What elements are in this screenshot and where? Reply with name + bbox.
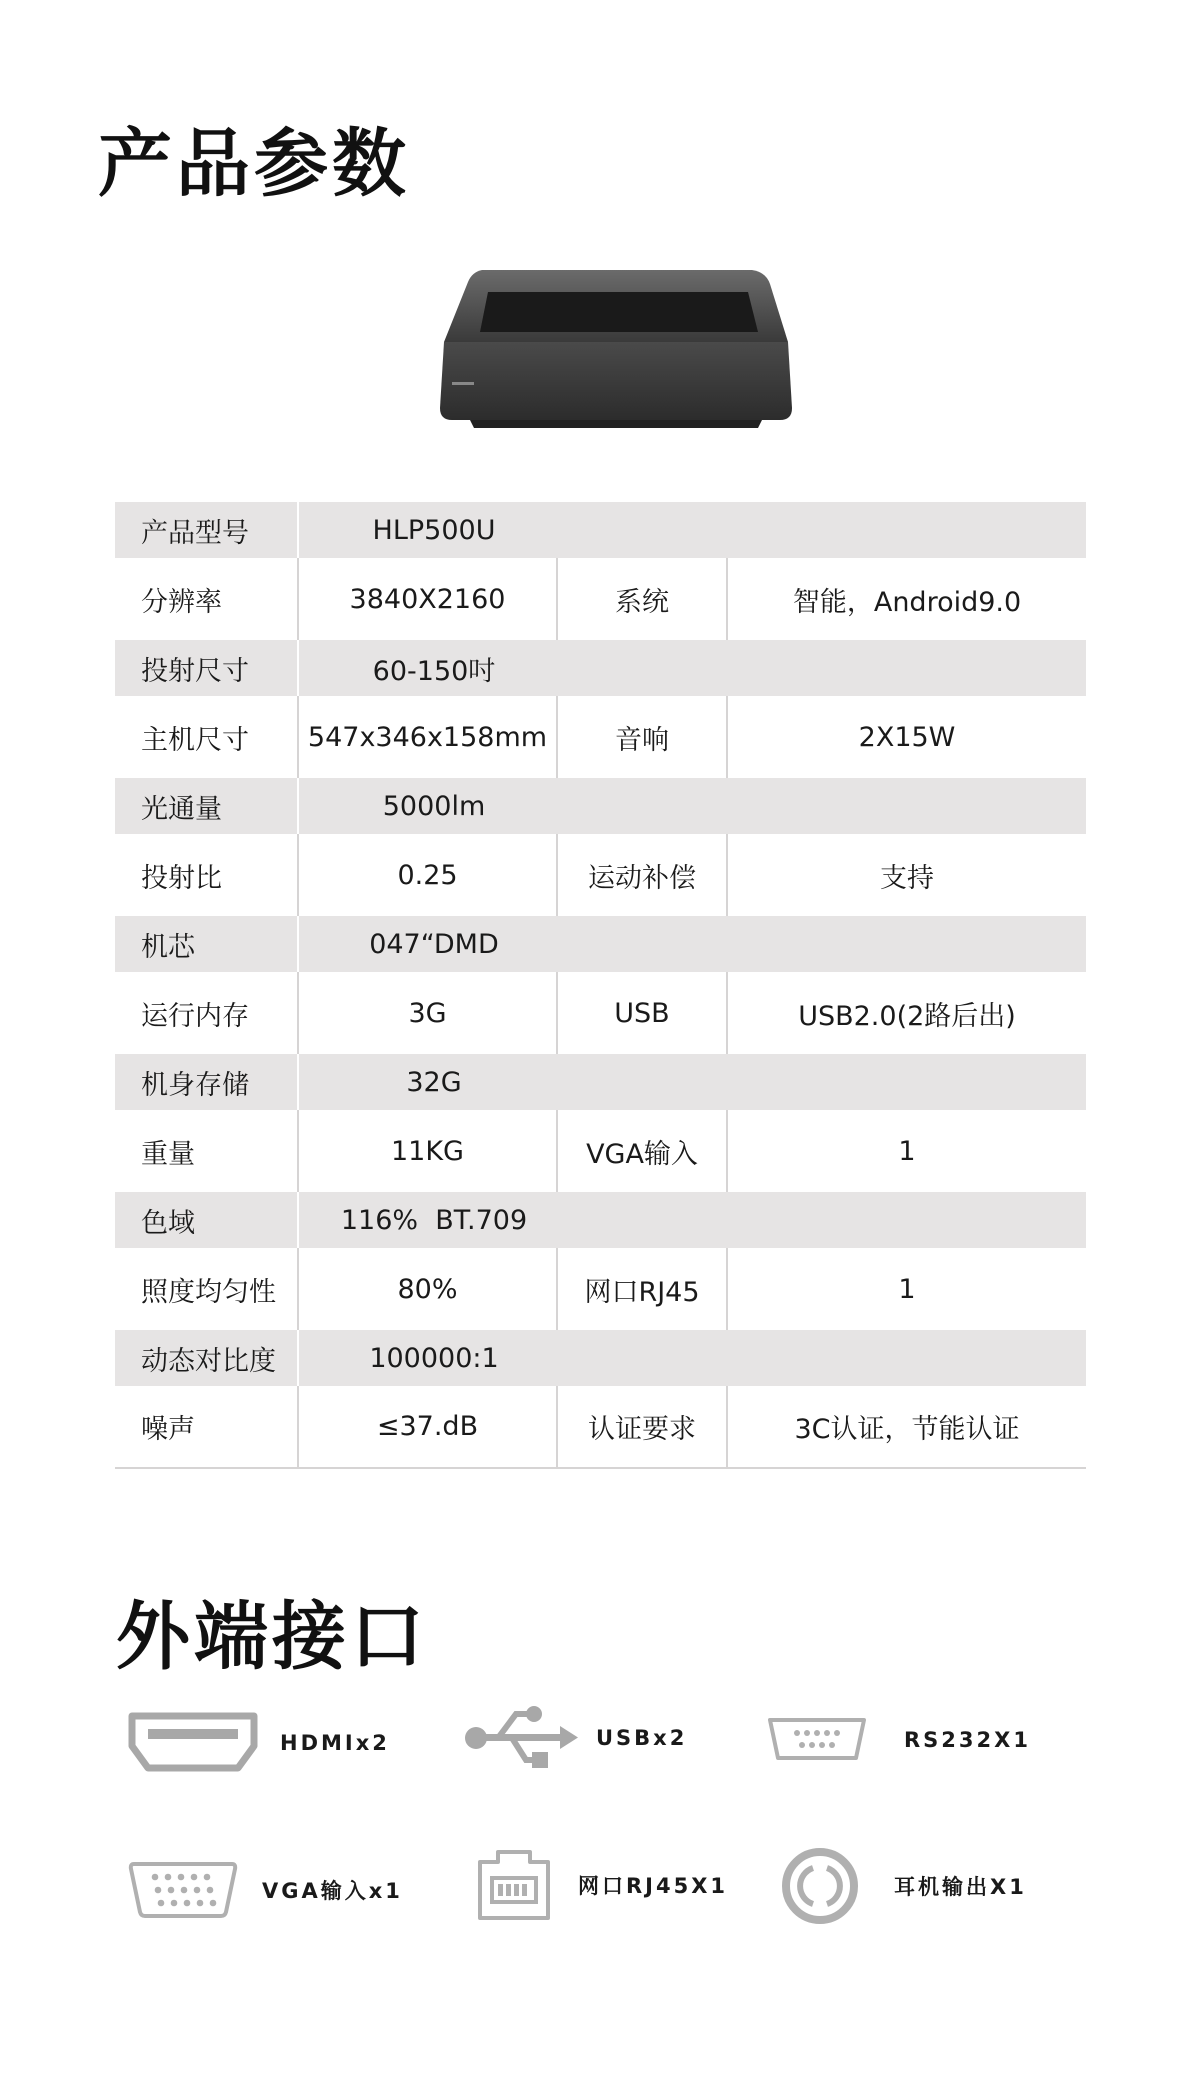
port-usb: [464, 1702, 687, 1774]
spec-label: 分辨率: [115, 558, 298, 640]
ports-section-title: 外端接口: [116, 1594, 428, 1680]
spec-value: 547x346x158mm: [298, 696, 557, 778]
spec-value: HLP500U: [372, 514, 496, 546]
port-headphone: [780, 1846, 1027, 1926]
spec-value: 047“DMD: [369, 928, 499, 960]
port-rs232: [766, 1716, 1031, 1764]
spec-value: 5000lm: [382, 790, 486, 822]
port-label: VGA输入x1: [262, 1879, 403, 1903]
spec-label: 动态对比度: [115, 1330, 298, 1386]
vga-port-icon: [128, 1860, 238, 1920]
spec-label-secondary: VGA输入: [557, 1110, 727, 1192]
port-label: HDMIx2: [280, 1731, 390, 1755]
spec-row-chip: [115, 916, 1086, 972]
usb-symbol-icon: [464, 1702, 580, 1774]
spec-value: 100000:1: [369, 1342, 499, 1374]
spec-row-uniformity: [115, 1248, 1086, 1330]
spec-value-secondary: 1: [898, 1135, 916, 1167]
spec-label: 噪声: [115, 1386, 298, 1468]
spec-value-secondary: 1: [898, 1273, 916, 1305]
spec-label: 机芯: [115, 916, 298, 972]
spec-value-secondary: 智能，Android9.0: [792, 586, 1022, 618]
spec-label: 投射比: [115, 834, 298, 916]
hdmi-port-icon: [128, 1712, 258, 1774]
spec-value: ≤37.dB: [298, 1386, 557, 1468]
port-label: 网口RJ45X1: [578, 1874, 729, 1898]
spec-row-dimensions: [115, 696, 1086, 778]
spec-label: 产品型号: [115, 502, 298, 558]
port-rj45: [476, 1848, 728, 1922]
spec-table: [115, 502, 1086, 1469]
spec-value-secondary: 支持: [880, 862, 934, 894]
spec-value: 3840X2160: [298, 558, 557, 640]
spec-value: 3G: [298, 972, 557, 1054]
spec-value: 116% BT.709: [340, 1204, 528, 1236]
port-label: 耳机输出X1: [894, 1875, 1027, 1899]
spec-row-memory: [115, 972, 1086, 1054]
spec-label: 重量: [115, 1110, 298, 1192]
projector-image: [440, 262, 792, 432]
specs-section-title: 产品参数: [98, 121, 410, 207]
spec-label-secondary: USB: [557, 972, 727, 1054]
spec-value: 0.25: [298, 834, 557, 916]
port-hdmi: [128, 1712, 390, 1774]
port-label: USBx2: [596, 1726, 688, 1750]
spec-row-throw-ratio: [115, 834, 1086, 916]
spec-label-secondary: 音响: [557, 696, 727, 778]
spec-row-brightness: [115, 778, 1086, 834]
spec-row-weight: [115, 1110, 1086, 1192]
spec-row-projection-size: [115, 640, 1086, 696]
spec-label: 照度均匀性: [115, 1248, 298, 1330]
headphone-jack-icon: [780, 1846, 860, 1926]
spec-value: 60-150吋: [372, 655, 496, 687]
spec-value-secondary: USB2.0(2路后出): [798, 1000, 1016, 1032]
spec-value: 11KG: [298, 1110, 557, 1192]
spec-label: 运行内存: [115, 972, 298, 1054]
spec-label-secondary: 网口RJ45: [557, 1248, 727, 1330]
port-label: RS232X1: [904, 1728, 1031, 1752]
spec-label: 主机尺寸: [115, 696, 298, 778]
spec-value: 32G: [406, 1066, 462, 1098]
spec-label: 机身存储: [115, 1054, 298, 1110]
spec-label: 光通量: [115, 778, 298, 834]
spec-label-secondary: 运动补偿: [557, 834, 727, 916]
spec-row-resolution: [115, 558, 1086, 640]
spec-label: 色域: [115, 1192, 298, 1248]
spec-row-model: [115, 502, 1086, 558]
spec-row-storage: [115, 1054, 1086, 1110]
spec-label: 投射尺寸: [115, 640, 298, 696]
port-vga: [128, 1860, 403, 1920]
rs232-port-icon: [766, 1716, 868, 1764]
spec-value-secondary: 3C认证，节能认证: [794, 1414, 1020, 1445]
spec-row-color-gamut: [115, 1192, 1086, 1248]
spec-row-noise: [115, 1386, 1086, 1468]
spec-row-contrast: [115, 1330, 1086, 1386]
rj45-port-icon: [476, 1848, 552, 1922]
spec-label-secondary: 系统: [557, 558, 727, 640]
spec-value-secondary: 2X15W: [858, 721, 956, 753]
spec-value: 80%: [298, 1248, 557, 1330]
spec-label-secondary: 认证要求: [557, 1386, 727, 1468]
